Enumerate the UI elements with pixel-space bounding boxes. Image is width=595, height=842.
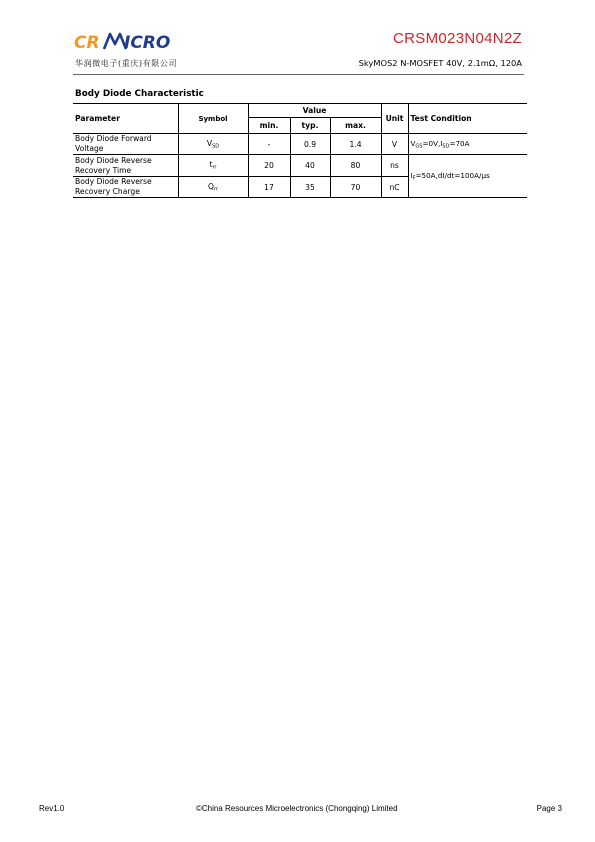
table-row [73,155,527,177]
parameter-line: Body Diode Reverse [75,177,152,186]
min-cell: - [248,134,290,155]
cond-subscript: F [412,175,416,182]
test-condition-cell [408,134,527,155]
company-logo [74,31,180,51]
cond-text: =70A [449,138,470,148]
cond-text: =0V,I [422,138,443,148]
svg-text:CR: CR [74,33,100,51]
cond-text: =50A,dI/dt=100A/µs [415,170,490,180]
parameter-line: Voltage [75,144,104,153]
max-cell: 1.4 [330,134,381,155]
table-row [73,134,527,155]
symbol-subscript: rr [213,186,218,193]
symbol-cell [178,134,248,155]
footer-revision: Rev1.0 [39,804,65,813]
parameter-cell [73,177,178,198]
company-name-chinese: 华润微电子(重庆)有限公司 [75,59,178,68]
parameter-line: Body Diode Reverse [75,155,152,165]
header-typ: typ. [290,118,330,134]
max-cell: 70 [330,177,381,198]
product-subtitle: SkyMOS2 N-MOSFET 40V, 2.1mΩ, 120A [358,58,522,68]
max-cell: 80 [330,155,381,177]
symbol-subscript: rr [212,164,217,171]
parameter-cell [73,134,178,155]
symbol-main: V [206,138,213,148]
symbol-subscript: SD [212,143,220,150]
min-cell: 20 [248,155,290,177]
typ-cell: 0.9 [290,134,330,155]
section-title: Body Diode Characteristic [75,89,204,99]
unit-cell: V [381,134,408,155]
symbol-main: t [209,160,213,170]
symbol-main: Q [207,181,214,191]
header-min: min. [248,118,290,134]
min-cell: 17 [248,177,290,198]
header-max: max. [330,118,381,134]
test-condition-cell [408,155,527,198]
header-value: Value [248,104,381,118]
parameter-line: Recovery Time [75,165,132,175]
svg-text:ICRO: ICRO [124,33,171,51]
footer-page-number: Page 3 [536,804,562,813]
header-parameter: Parameter [73,104,178,134]
unit-cell: ns [381,155,408,177]
part-number: CRSM023N04N2Z [393,30,522,47]
cond-text: V [410,138,416,148]
logo-m-mark [104,34,126,49]
symbol-cell [178,177,248,198]
parameter-line: Recovery Charge [75,187,140,196]
unit-cell: nC [381,177,408,198]
header-unit: Unit [381,104,408,134]
body-diode-table [73,103,527,198]
typ-cell: 40 [290,155,330,177]
cond-subscript: SD [442,143,450,150]
parameter-line: Body Diode Forward [75,134,152,143]
cond-subscript: GS [415,143,423,150]
header-divider [73,74,524,75]
typ-cell: 35 [290,177,330,198]
symbol-cell [178,155,248,177]
footer-copyright: ©China Resources Microelectronics (Chongqing) Limited [196,804,398,813]
header-symbol: Symbol [178,104,248,134]
header-test-condition: Test Condition [408,104,527,134]
cond-text: I [410,170,413,180]
parameter-cell [73,155,178,177]
